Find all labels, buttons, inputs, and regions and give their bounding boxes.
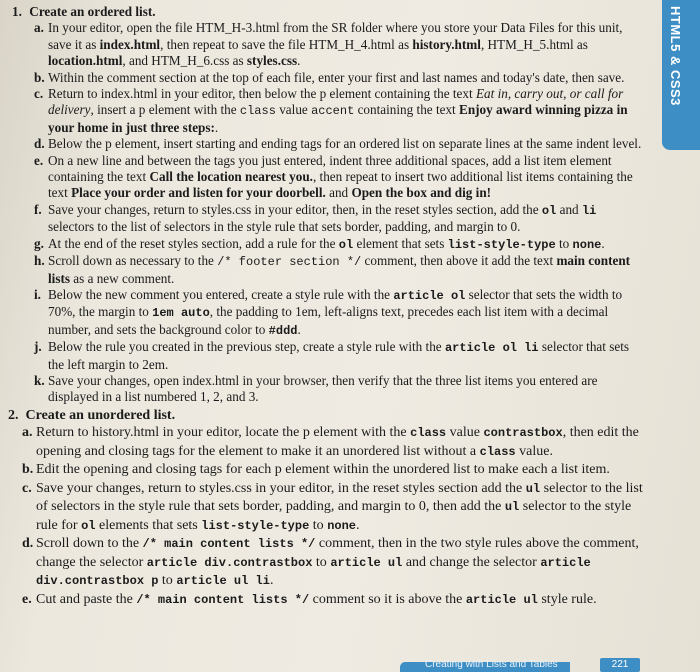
section-2-title: Create an unordered list. <box>25 407 176 423</box>
step-2c: c. Save your changes, return to styles.css in your editor, in the reset styles section add the ul selector to the list of selectors in the style rule that sets border, padding, and margin to 0, then add the ul selector to the style rule for ol elements that sets list-style-type to none. <box>22 480 643 533</box>
side-tab-label: HTML5 & CSS3 <box>668 6 683 106</box>
step-1d: d. Below the p element, insert starting and ending tags for an ordered list on separate lines at the same indent level. <box>34 136 642 152</box>
section-1-number: 1. <box>12 4 22 19</box>
step-2d: d. Scroll down to the /* main content lists */ comment, then in the two style rules above the comment, change the selector article div.contrastbox to article ul and change the selector article div.contrastbox p to article ul li. <box>22 536 639 589</box>
section-2-number: 2. <box>8 407 19 423</box>
step-1j: j. Below the rule you created in the previous step, create a style rule with the article ol li selector that sets the left margin to 2em. <box>34 339 630 372</box>
side-tab <box>662 0 700 150</box>
step-1f: f. Save your changes, return to styles.css in your editor, then, in the reset styles section, add the ol and li selectors to the list of selectors in the style rule that sets border, padding, and margin to 0. <box>34 201 597 235</box>
step-1i: i. Below the new comment you entered, create a style rule with the article ol selector that sets the width to 70%, the margin to 1em auto, the padding to 1em, left-aligns text, precedes each list item with a decimal number, and sets the background color to #ddd. <box>34 286 623 338</box>
step-2e: e. Cut and paste the /* main content lists */ comment so it is above the article ul style rule. <box>22 591 597 607</box>
page-footer <box>0 654 700 672</box>
step-1e: e. On a new line and between the tags you just entered, indent three additional spaces, add a list item element containing the text Call the location nearest you., then repeat to insert two additional list items containing the text Place your order and listen for your doorbell. and Open the box and dig in! <box>34 152 633 201</box>
step-1k: k. Save your changes, open index.html in your browser, then verify that the three list items you entered are displayed in a list numbered 1, 2, and 3. <box>34 372 598 405</box>
section-1-heading <box>8 4 644 20</box>
section-1-title: Create an ordered list. <box>29 4 156 19</box>
step-1c: c. Return to index.html in your editor, then below the p element containing the text Eat in, carry out, or call for delivery, insert a p element with the class value accent containing the text Enjoy award winning pizza in your home in just three steps:. <box>34 86 628 135</box>
exercise-content <box>8 4 644 609</box>
step-1b: b. Within the comment section at the top of each file, enter your first and last names and today's date, then save. <box>34 69 625 85</box>
step-2b: b. Edit the opening and closing tags for each p element within the unordered list to make each a list item. <box>22 462 610 478</box>
section-2-heading <box>8 408 644 424</box>
step-1g: g. At the end of the reset styles section, add a rule for the ol element that sets list-style-type to none. <box>34 235 605 252</box>
step-2a: a. Return to history.html in your editor, locate the p element with the class value contrastbox, then edit the opening and closing tags for the element to make it an unordered list without a class value. <box>22 425 639 459</box>
step-1a: a. In your editor, open the file HTM_H-3.html from the SR folder where you store your Data Files for this unit, save it as index.html, then repeat to save the file HTM_H_4.html as history.html, HTM_H_5.html as location.html, and HTM_H_6.css as styles.css. <box>34 20 623 69</box>
step-1h: h. Scroll down as necessary to the /* footer section */ comment, then above it add the text main content lists as a new comment. <box>34 253 631 286</box>
page-number: 221 <box>600 658 640 672</box>
footer-title: Creating with Lists and Tables <box>425 659 558 670</box>
